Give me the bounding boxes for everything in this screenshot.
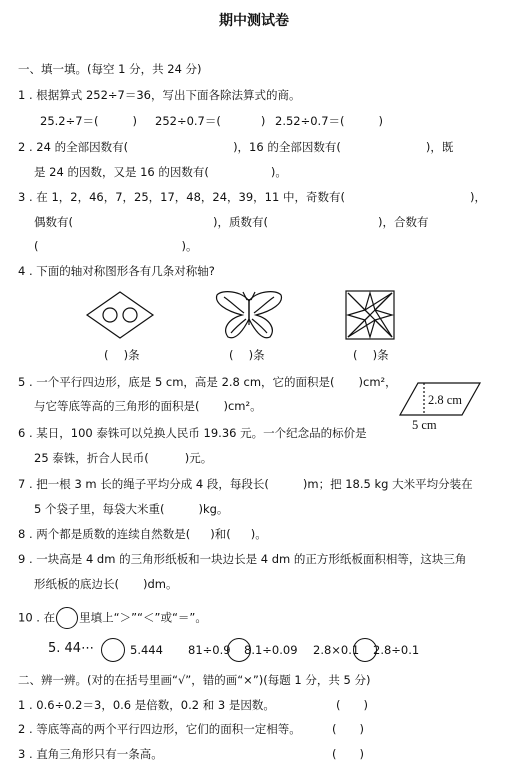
- s2-q3-text: 3 . 直角三角形只有一条高。: [18, 747, 163, 761]
- section1-heading: 一、填一填。(每空 1 分，共 24 分): [18, 62, 202, 76]
- q4-text: 4 . 下面的轴对称图形各有几条对称轴?: [18, 264, 215, 278]
- s2-q1-answer[interactable]: ( ): [336, 698, 368, 712]
- q3-line2: 偶数有( )，质数有( )，合数有: [34, 215, 429, 229]
- compare-circle[interactable]: [56, 607, 78, 629]
- s2-q2-answer[interactable]: ( ): [332, 722, 364, 736]
- q1-item-2: 252÷0.7＝( ): [155, 114, 266, 128]
- q2-line2: 是 24 的因数，又是 16 的因数有( )。: [34, 165, 287, 179]
- s2-q2-text: 2 . 等底等高的两个平行四边形，它们的面积一定相等。: [18, 722, 301, 736]
- parallelogram-height-label: 2.8 cm: [428, 393, 463, 407]
- q5-line1: 5 . 一个平行四边形，底是 5 cm，高是 2.8 cm，它的面积是( )cm²，: [18, 375, 397, 389]
- s2-q3-answer[interactable]: ( ): [332, 747, 364, 761]
- star-square-figure: [345, 290, 395, 340]
- q1-item-3: 2.52÷0.7＝( ): [275, 114, 384, 128]
- q4-blank-2: ( )条: [229, 348, 265, 362]
- q9-line2: 形纸板的底边长( )dm。: [34, 577, 178, 591]
- q9-line1: 9 . 一块高是 4 dm 的三角形纸板和一块边长是 4 dm 的正方形纸板面积相等，这块三角: [18, 552, 467, 566]
- q1-item-1: 25.2÷7＝( ): [40, 114, 138, 128]
- q10-expr1-left: 5. 44⋯: [48, 641, 95, 656]
- q10-expr3-left: 2.8×0.1: [313, 643, 360, 657]
- q3-line3: ( )。: [34, 239, 198, 253]
- q10-expr3-right: 2.8÷0.1: [373, 643, 420, 657]
- q5-line2: 与它等底等高的三角形的面积是( )cm²。: [34, 399, 262, 413]
- q4-blank-3: ( )条: [353, 348, 389, 362]
- q7-line2: 5 个袋子里，每袋大米重( )kg。: [34, 502, 229, 516]
- section2-heading: 二、辨一辨。(对的在括号里画“√”，错的画“×”)(每题 1 分，共 5 分): [18, 673, 371, 687]
- q4-blank-1: ( )条: [104, 348, 140, 362]
- q10-text: 10 . 在 里填上“＞”“＜”或“＝”。: [18, 607, 207, 629]
- butterfly-figure: [214, 289, 284, 341]
- q6-line2: 25 泰铢，折合人民币( )元。: [34, 451, 213, 465]
- compare-circle-1[interactable]: [101, 638, 125, 662]
- q10-expr2-right: 8.1÷0.09: [244, 643, 298, 657]
- q6-line1: 6 . 某日，100 泰铢可以兑换人民币 19.36 元。一个纪念品的标价是: [18, 426, 367, 440]
- page-title: 期中测试卷: [219, 13, 289, 29]
- diamond-circles-figure: [85, 290, 155, 340]
- q2-line1: 2 . 24 的全部因数有( )，16 的全部因数有( )，既: [18, 140, 454, 154]
- q10-expr2-left: 81÷0.9: [188, 643, 231, 657]
- q8-text: 8 . 两个都是质数的连续自然数是( )和( )。: [18, 527, 267, 541]
- q7-line1: 7 . 把一根 3 m 长的绳子平均分成 4 段，每段长( )m；把 18.5 kg 大米平均分装在: [18, 477, 473, 491]
- q1-text: 1 . 根据算式 252÷7＝36，写出下面各除法算式的商。: [18, 88, 301, 102]
- q3-line1: 3 . 在 1，2，46，7，25，17，48，24，39，11 中，奇数有( )，: [18, 190, 486, 204]
- s2-q1-text: 1 . 0.6÷0.2＝3，0.6 是倍数，0.2 和 3 是因数。: [18, 698, 275, 712]
- q10-expr1-right: 5.444: [130, 643, 163, 657]
- parallelogram-base-label: 5 cm: [412, 418, 437, 432]
